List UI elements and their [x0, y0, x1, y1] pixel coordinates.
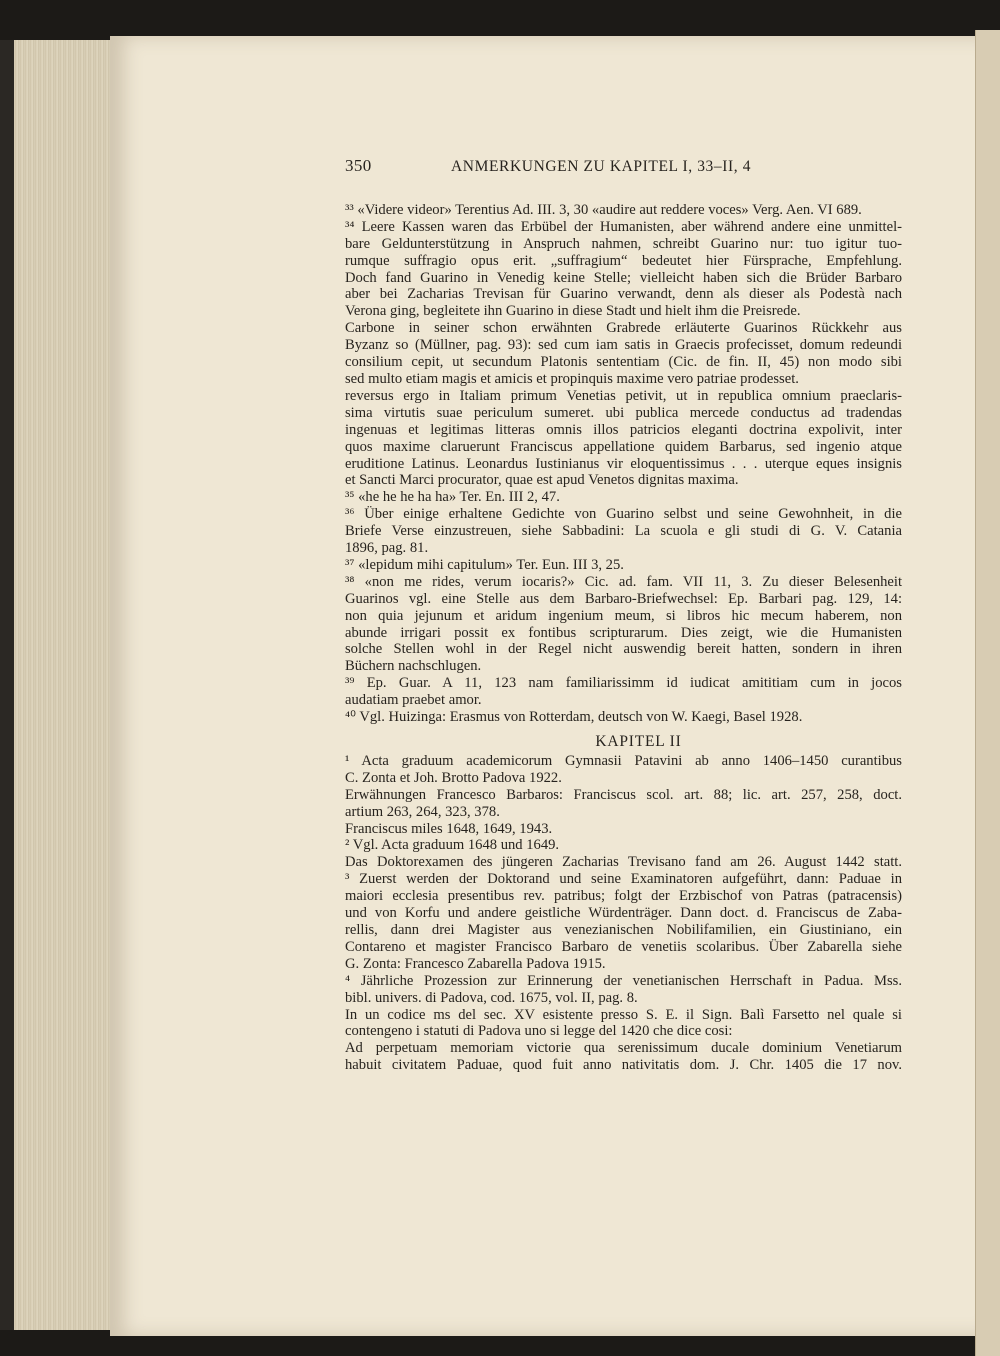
note-line: ⁴ Jährliche Prozession zur Erinnerung der venetianischen Herrschaft in Padua. Mss.: [345, 972, 902, 989]
note-line: ³³ «Videre videor» Terentius Ad. III. 3, 30 «audire aut reddere voces» Verg. Aen. VI 689.: [345, 201, 862, 218]
running-head: [345, 158, 902, 176]
note-line: Verona ging, begleitete ihn Guarino in diese Stadt und hielt ihm die Preisrede.: [345, 303, 801, 320]
note-line: Franciscus miles 1648, 1649, 1943.: [345, 820, 553, 837]
note-line: quos maxime claruerunt Franciscus appellatione quidem Barbarus, sed ingenio atque: [345, 438, 902, 455]
note-line: rellis, dann drei Magister aus venezianischen Nobilifamilien, ein Giustiniano, ein: [345, 921, 902, 938]
note-line: habuit civitatem Paduae, quod fuit anno nativitatis dom. J. Chr. 1405 die 17 nov.: [345, 1057, 902, 1074]
note-line: bare Geldunterstützung in Anspruch nahmen, schreibt Guarino nur: tuo igitur tuo-: [345, 235, 902, 252]
note-line: ³⁹ Ep. Guar. A 11, 123 nam familiarissimm id iudicat amititiam cum in jocos: [345, 675, 902, 692]
note-line: Guarinos vgl. eine Stelle aus dem Barbaro-Briefwechsel: Ep. Barbari pag. 129, 14:: [345, 590, 902, 607]
note-line: Carbone in seiner schon erwähnten Grabrede erläuterte Guarinos Rückkehr aus: [345, 320, 902, 337]
note-line: ³⁸ «non me rides, verum iocaris?» Cic. ad. fam. VII 11, 3. Zu dieser Belesenheit: [345, 573, 902, 590]
notes-kapitel-i: [345, 202, 902, 726]
note-line: abunde irrigari possit ex fontibus scripturarum. Dies zeigt, wie die Humanisten: [345, 624, 902, 641]
page-number: 350: [345, 156, 372, 175]
note-line: bibl. univers. di Padova, cod. 1675, vol. II, pag. 8.: [345, 989, 638, 1006]
page-text: [345, 158, 902, 1074]
note-line: solche Stellen wohl in der Regel nicht auswendig bereit hatten, sondern in ihren: [345, 641, 902, 658]
note-line: contengeno i statuti di Padova uno si legge del 1420 che dice cosi:: [345, 1023, 733, 1040]
note-line: audatiam praebet amor.: [345, 692, 482, 709]
note-line: ¹ Acta graduum academicorum Gymnasii Patavini ab anno 1406–1450 curantibus: [345, 752, 902, 769]
note-line: ⁴⁰ Vgl. Huizinga: Erasmus von Rotterdam, deutsch von W. Kaegi, Basel 1928.: [345, 709, 803, 726]
note-line: rumque suffragio opus erit. „suffragium“ bedeutet hier Fürsprache, Empfehlung.: [345, 252, 902, 269]
note-line: 1896, pag. 81.: [345, 540, 429, 557]
note-line: ³⁵ «he he he ha ha» Ter. En. III 2, 47.: [345, 489, 560, 506]
note-line: Das Doktorexamen des jüngeren Zacharias Trevisano fand am 26. August 1442 statt.: [345, 854, 902, 871]
note-line: ² Vgl. Acta graduum 1648 und 1649.: [345, 837, 560, 854]
note-line: Briefe Verse einzustreuen, siehe Sabbadini: La scuola e gli studi di G. V. Catania: [345, 523, 902, 540]
note-line: ingenuas et legitimas litteras omnis illos patricios eleganti doctrina expolivit, inter: [345, 421, 902, 438]
note-line: Erwähnungen Francesco Barbaros: Franciscus scol. art. 88; lic. art. 257, 258, doct.: [345, 786, 902, 803]
note-line: Büchern nachschlugen.: [345, 658, 482, 675]
note-line: Doch fand Guarino in Venedig keine Stelle; vielleicht haben sich die Brüder Barbaro: [345, 269, 902, 286]
note-line: und von Korfu und andere geistliche Würdenträger. Dann doct. d. Franciscus de Zaba-: [345, 905, 902, 922]
note-line: C. Zonta et Joh. Brotto Padova 1922.: [345, 769, 562, 786]
note-line: sed multo etiam magis et amicis et propinquis maxime vero patriae prodesset.: [345, 370, 799, 387]
note-line: sima virtutis suae periculum sumeret. ubi publica mercede conductus ad tradendas: [345, 404, 902, 421]
note-line: Byzanz so (Müllner, pag. 93): sed cum iam satis in Graecis profecisset, domum redeundi: [345, 337, 902, 354]
note-line: In un codice ms del sec. XV esistente presso S. E. il Sign. Balì Farsetto nel quale si: [345, 1006, 902, 1023]
note-line: artium 263, 264, 323, 378.: [345, 803, 500, 820]
note-line: Contareno et magister Francisco Barbaro de venetiis scolaribus. Über Zabarella siehe: [345, 938, 902, 955]
page-edges: [0, 40, 120, 1330]
running-head-title: ANMERKUNGEN ZU KAPITEL I, 33–II, 4: [451, 158, 752, 175]
next-page-edge: [975, 30, 1000, 1356]
note-line: Ad perpetuam memoriam victorie qua serenissimum ducale dominium Venetiarum: [345, 1040, 902, 1057]
note-line: maiori ecclesia presentibus rev. patribus; folgt der Erzbischof von Patras (patracensis): [345, 888, 902, 905]
note-line: ³ Zuerst werden der Doktorand und seine Examinatoren aufgeführt, dann: Paduae in: [345, 871, 902, 888]
note-line: consilium cepit, ut secundum Platonis sententiam (Cic. de fin. II, 45) non modo sibi: [345, 354, 902, 371]
section-heading: KAPITEL II: [595, 733, 682, 750]
note-line: reversus ergo in Italiam primum Venetias petivit, ut in republica omnium praeclaris-: [345, 387, 902, 404]
note-line: G. Zonta: Francesco Zabarella Padova 1915.: [345, 955, 606, 972]
note-line: ³⁴ Leere Kassen waren das Erbübel der Humanisten, aber während andere eine unmittel-: [345, 218, 902, 235]
note-line: et Sancti Marci procurator, quae est apud Venetos dignitas maxima.: [345, 472, 739, 489]
note-line: eruditione Latinus. Leonardus Iustinianus vir eloquentissimus . . . uterque eques insignis: [345, 455, 902, 472]
notes-kapitel-ii: [345, 753, 902, 1074]
note-line: ³⁷ «lepidum mihi capitulum» Ter. Eun. III 3, 25.: [345, 556, 624, 573]
note-line: non quia jejunum et aridum ingenium meum, si libros hic mecum haberem, non: [345, 607, 902, 624]
note-line: ³⁶ Über einige erhaltene Gedichte von Guarino selbst und seine Gewohnheit, in die: [345, 506, 902, 523]
note-line: aber bei Zacharias Trevisan für Guarino verwandt, denn als dieser als Podestà nach: [345, 286, 902, 303]
